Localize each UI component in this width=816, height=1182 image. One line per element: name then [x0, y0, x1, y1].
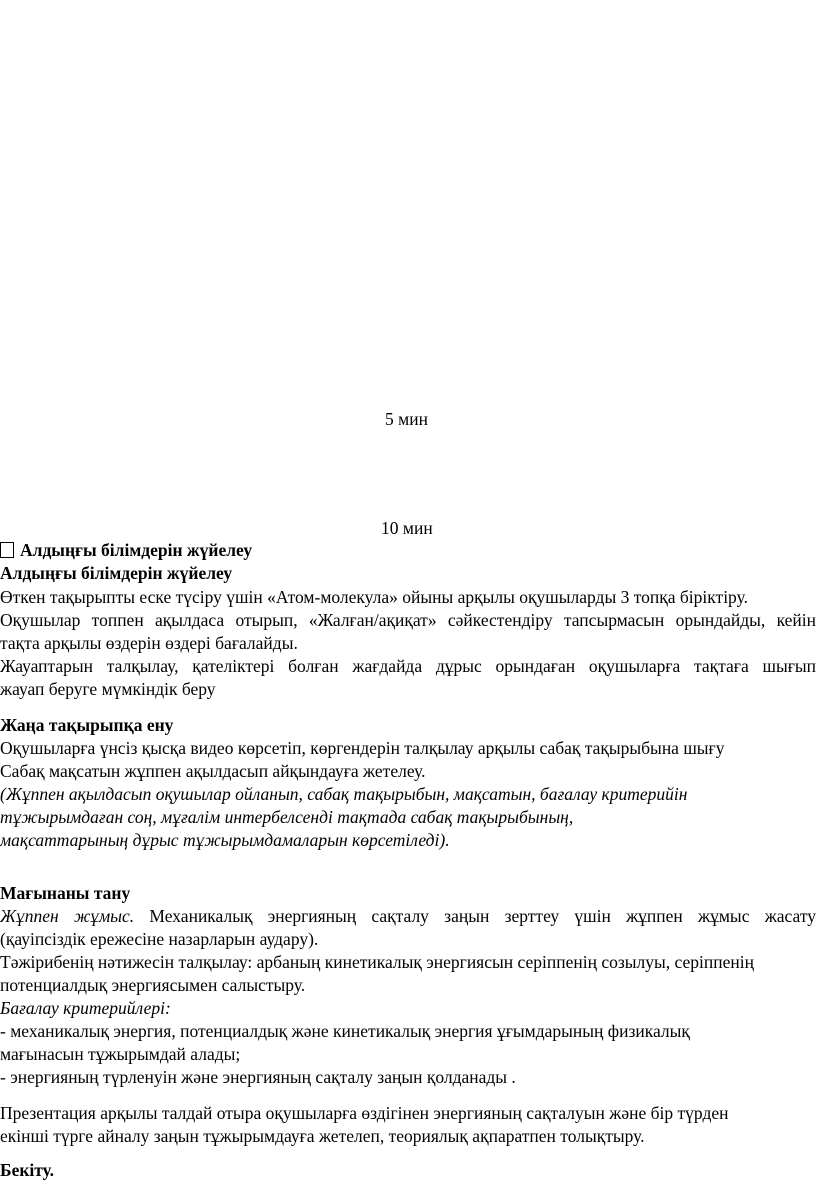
section2-heading: Жаңа тақырыпқа ену — [0, 715, 174, 735]
criteria-item: мағынасын тұжырымдай алады; — [0, 1044, 241, 1064]
pair-work-text: Механикалық энергияның сақталу заңын зерттеу үшін жұппен жұмыс жасату — [149, 906, 816, 926]
section1-line: Жауаптарын талқылау, қателіктері болған жағдайда дұрыс орындаған оқушыларға тақтаға шығып — [0, 656, 816, 676]
criteria-label: Бағалау критерийлері: — [0, 998, 171, 1018]
time-mark-10min: 10 мин — [381, 518, 433, 538]
bullet-heading-row — [0, 540, 252, 561]
section1-line: жауап беруге мүмкіндік беру — [0, 679, 216, 699]
section2-italic-line: мақсаттарының дұрыс тұжырымдамаларын көрсетіледі). — [0, 830, 450, 850]
section3-line1 — [0, 906, 816, 927]
section1-heading-bullet: Алдыңғы білімдерін жүйелеу — [20, 540, 253, 560]
section4-heading: Бекіту. — [0, 1160, 55, 1180]
section1-heading: Алдыңғы білімдерін жүйелеу — [0, 563, 233, 583]
section1-line: тақта арқылы өздерін өздері бағалайды. — [0, 633, 298, 653]
section3-line2: (қауіпсіздік ережесіне назарларын аудару). — [0, 929, 319, 949]
presentation-line: Презентация арқылы талдай отыра оқушыларға өздігінен энергияның сақталуын және бір түрден — [0, 1103, 729, 1123]
presentation-line: екінші түрге айналу заңын тұжырымдауға жетелеп, теориялық ақпаратпен толықтыру. — [0, 1126, 645, 1146]
section3-heading: Мағынаны тану — [0, 883, 131, 903]
section3-line4: потенциалдық энергиясымен салыстыру. — [0, 975, 306, 995]
criteria-item: - энергияның түрленуін және энергияның сақталу заңын қолданады . — [0, 1067, 516, 1087]
section2-line: Оқушыларға үнсіз қысқа видео көрсетіп, көргендерін талқылау арқылы сабақ тақырыбына шығу — [0, 738, 725, 758]
pair-work-label: Жұппен жұмыс. — [0, 906, 135, 926]
section1-line: Оқушылар топпен ақылдаса отырып, «Жалған/ақиқат» сәйкестендіру тапсырмасын орындайды, кейін — [0, 610, 816, 630]
missing-glyph-bullet-icon — [0, 542, 14, 558]
section2-italic-line: (Жұппен ақылдасып оқушылар ойланып, сабақ тақырыбын, мақсатын, бағалау критерийін — [0, 784, 688, 804]
section2-italic-line: тұжырымдаған соң, мұғалім интербелсенді тақтада сабақ тақырыбының, — [0, 807, 574, 827]
time-mark-5min: 5 мин — [385, 409, 428, 429]
criteria-item: - механикалық энергия, потенциалдық және кинетикалық энергия ұғымдарының физикалық — [0, 1021, 690, 1041]
section1-line: Өткен тақырыпты еске түсіру үшін «Атом-молекула» ойыны арқылы оқушыларды 3 топқа біріктіру. — [0, 587, 748, 607]
section3-line3: Тәжірибенің нәтижесін талқылау: арбаның кинетикалық энергиясын серіппенің созылуы, серіппенің — [0, 952, 754, 972]
section2-line: Сабақ мақсатын жұппен ақылдасып айқындауға жетелеу. — [0, 761, 426, 781]
